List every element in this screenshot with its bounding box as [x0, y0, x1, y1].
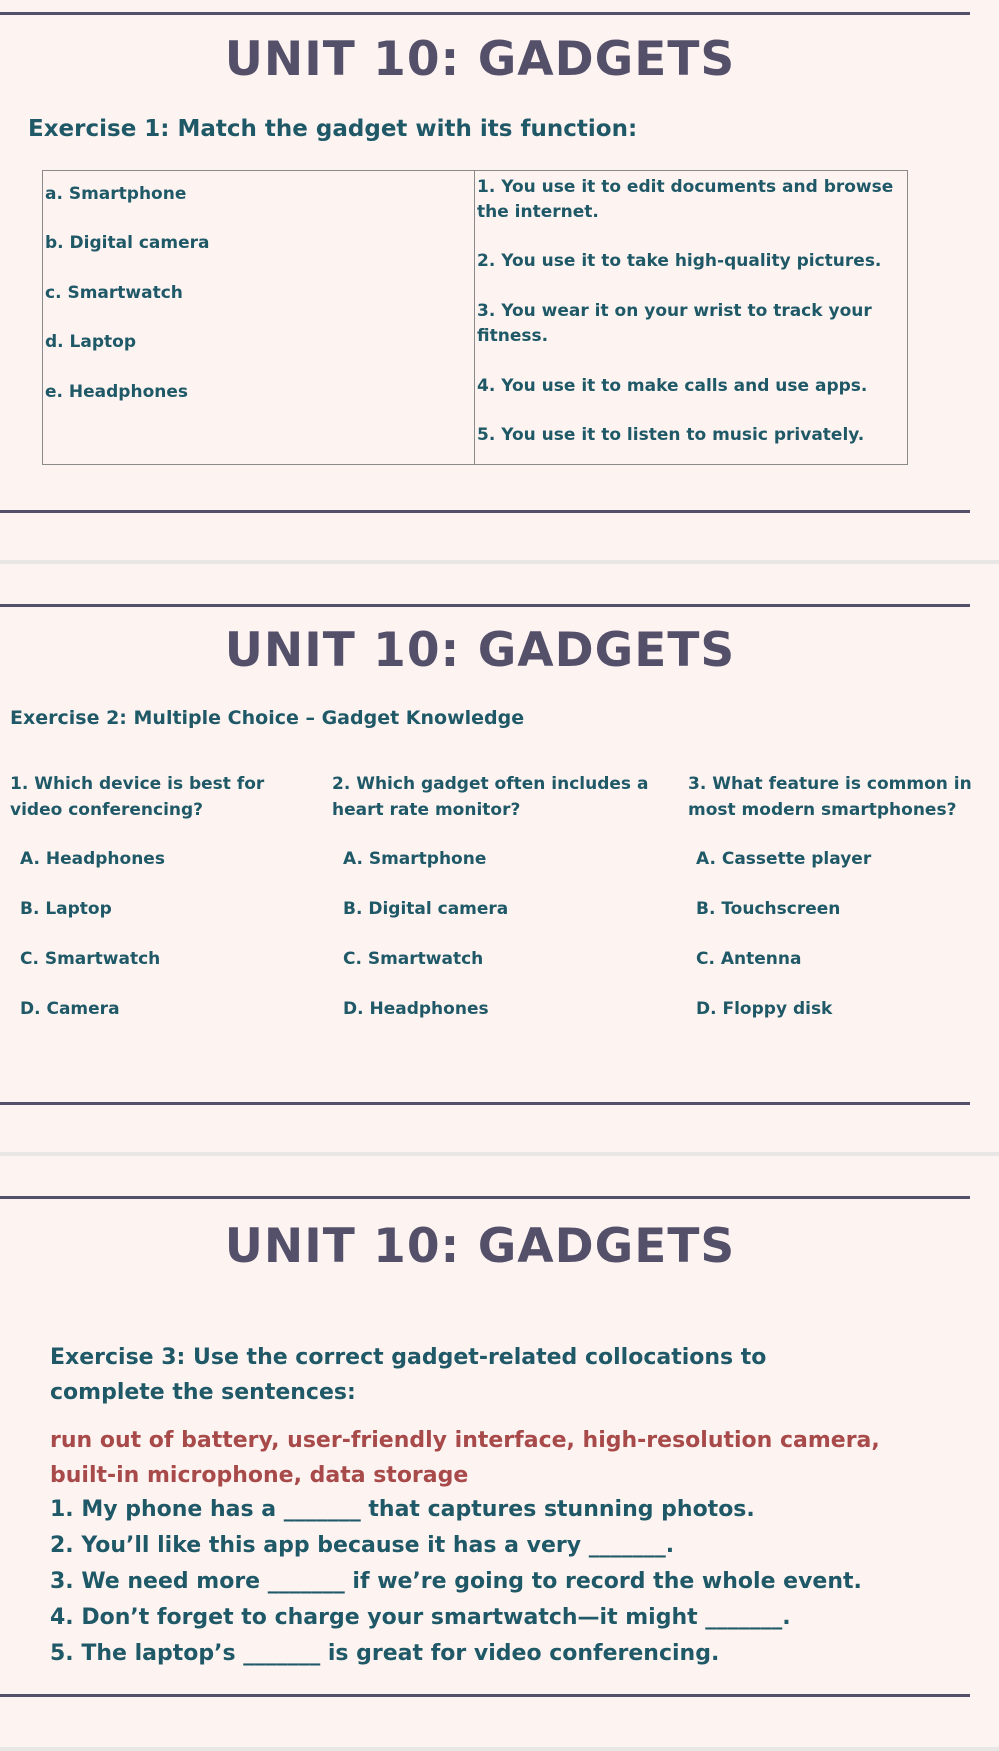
option: B. Touchscreen [696, 899, 841, 919]
bottom-rule [0, 1102, 970, 1105]
unit-title: UNIT 10: GADGETS [224, 32, 736, 87]
unit-title: UNIT 10: GADGETS [224, 623, 736, 678]
gadget-item: d. Laptop [45, 332, 136, 352]
sentence: 3. We need more _______ if we’re going to record the whole event. [50, 1569, 862, 1594]
function-item: 1. You use it to edit documents and browse the internet. [477, 177, 894, 222]
option: B. Laptop [20, 899, 112, 919]
function-item: 4. You use it to make calls and use apps. [477, 376, 868, 396]
option: C. Smartwatch [343, 949, 484, 969]
option: D. Floppy disk [696, 999, 833, 1019]
option: D. Camera [20, 999, 120, 1019]
question: 1. Which device is best for video conferencing? [10, 774, 265, 820]
top-rule [0, 12, 970, 15]
gadget-item: b. Digital camera [45, 233, 210, 253]
slide-3 [0, 1156, 999, 1747]
option: D. Headphones [343, 999, 489, 1019]
sentence: 1. My phone has a _______ that captures stunning photos. [50, 1497, 755, 1522]
gadget-item: c. Smartwatch [45, 283, 183, 303]
option: C. Antenna [696, 949, 802, 969]
function-item: 2. You use it to take high-quality pictures. [477, 251, 882, 271]
sentence: 2. You’ll like this app because it has a very _______. [50, 1533, 675, 1558]
sentence: 5. The laptop’s _______ is great for video conferencing. [50, 1641, 720, 1666]
bottom-rule [0, 510, 970, 513]
word-bank: run out of battery, user-friendly interface, high-resolution camera, built-in microphone, data storage [50, 1428, 880, 1488]
option: A. Cassette player [696, 849, 872, 869]
option: A. Smartphone [343, 849, 487, 869]
exercise-title: Exercise 1: Match the gadget with its function: [28, 116, 638, 142]
unit-title: UNIT 10: GADGETS [224, 1219, 736, 1274]
top-rule [0, 1196, 970, 1199]
top-rule [0, 604, 970, 607]
gadget-item: a. Smartphone [45, 184, 187, 204]
option: A. Headphones [20, 849, 165, 869]
sentence: 4. Don’t forget to charge your smartwatch—it might _______. [50, 1605, 791, 1630]
question: 2. Which gadget often includes a heart rate monitor? [332, 774, 649, 820]
option: B. Digital camera [343, 899, 509, 919]
option: C. Smartwatch [20, 949, 161, 969]
function-item: 5. You use it to listen to music privately. [477, 425, 865, 445]
exercise-title: Exercise 3: Use the correct gadget-related collocations to complete the sentences: [50, 1345, 767, 1405]
table-divider [474, 171, 475, 464]
bottom-rule [0, 1694, 970, 1697]
question: 3. What feature is common in most modern smartphones? [688, 774, 972, 820]
function-item: 3. You wear it on your wrist to track your fitness. [477, 301, 872, 346]
gadget-item: e. Headphones [45, 382, 189, 402]
slide-2 [0, 564, 999, 1152]
exercise-title: Exercise 2: Multiple Choice – Gadget Knowledge [10, 707, 525, 729]
slide-1 [0, 0, 999, 560]
